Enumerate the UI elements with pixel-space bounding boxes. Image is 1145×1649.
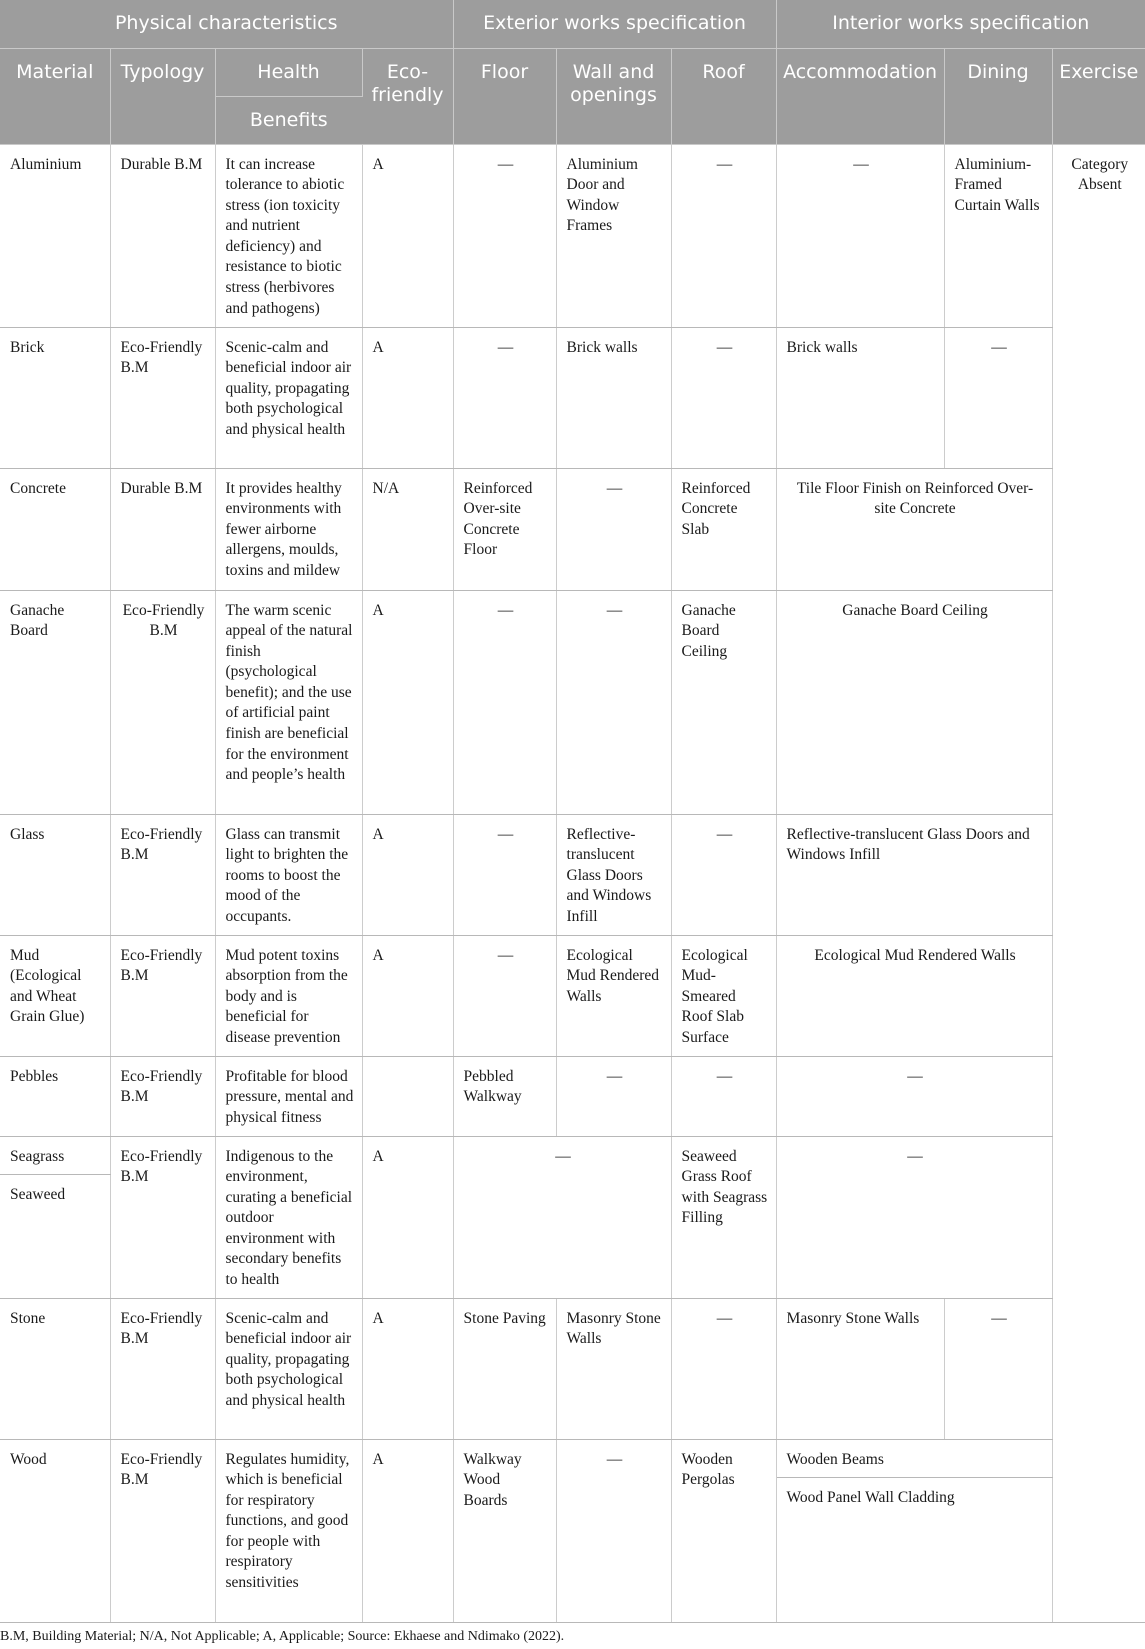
cell-material: Concrete [0, 468, 110, 590]
cell-dining: — [944, 327, 1052, 468]
cell-wall: Ecological Mud Rendered Walls [556, 935, 671, 1056]
cell-interior: Tile Floor Finish on Reinforced Over-site Concrete [776, 468, 1052, 590]
header-column-row [0, 48, 1145, 96]
cell-exercise-continued [1052, 1477, 1145, 1622]
cell-material: Seagrass [0, 1136, 110, 1174]
cell-interior: — [776, 1056, 1052, 1136]
cell-eco-friendly: A [362, 1136, 453, 1298]
cell-floor: — [453, 590, 556, 814]
header-exercise: Exercise [1052, 48, 1145, 144]
cell-floor: — [453, 814, 556, 935]
cell-roof: — [671, 327, 776, 468]
cell-wall: Aluminium Door and Window Frames [556, 144, 671, 327]
cell-typology: Eco-Friendly B.M [110, 814, 215, 935]
cell-accommodation: Masonry Stone Walls [776, 1298, 944, 1439]
cell-interior: Ecological Mud Rendered Walls [776, 935, 1052, 1056]
cell-eco-friendly: A [362, 1439, 453, 1622]
header-material: Material [0, 48, 110, 144]
cell-material: Pebbles [0, 1056, 110, 1136]
header-physical-characteristics: Physical characteristics [0, 0, 453, 48]
cell-typology: Eco-Friendly B.M [110, 935, 215, 1056]
cell-accommodation: Brick walls [776, 327, 944, 468]
header-typology: Typology [110, 48, 215, 144]
cell-roof: — [671, 1056, 776, 1136]
cell-benefits: Indigenous to the environment, curating a beneficial outdoor environment with secondary benefits to health [215, 1136, 362, 1298]
cell-floor: — [453, 144, 556, 327]
table-row-stone [0, 1298, 1145, 1439]
cell-interior-beams: Wooden Beams [776, 1439, 1052, 1477]
table-row-concrete [0, 468, 1145, 590]
cell-benefits: Scenic-calm and beneficial indoor air quality, propagating both psychological and physical health [215, 327, 362, 468]
cell-wall: — [556, 1056, 671, 1136]
header-accommodation: Accommodation [776, 48, 944, 144]
cell-wall: Reflective-translucent Glass Doors and Windows Infill [556, 814, 671, 935]
cell-roof: Ecological Mud-Smeared Roof Slab Surface [671, 935, 776, 1056]
cell-roof: Seaweed Grass Roof with Seagrass Filling [671, 1136, 776, 1298]
header-floor: Floor [453, 48, 556, 144]
header-group-row [0, 0, 1145, 48]
cell-dining: — [944, 1298, 1052, 1439]
table-row-mud [0, 935, 1145, 1056]
table-row-aluminium [0, 144, 1145, 327]
cell-typology: Durable B.M [110, 144, 215, 327]
cell-typology: Eco-Friendly B.M [110, 327, 215, 468]
cell-floor-and-wall: — [453, 1136, 671, 1298]
cell-eco-friendly: A [362, 1298, 453, 1439]
cell-dining: Aluminium-Framed Curtain Walls [944, 144, 1052, 327]
cell-typology: Eco-Friendly B.M [110, 1056, 215, 1136]
header-dining: Dining [944, 48, 1052, 144]
cell-accommodation: — [776, 144, 944, 327]
cell-floor: Reinforced Over-site Concrete Floor [453, 468, 556, 590]
cell-roof: Ganache Board Ceiling [671, 590, 776, 814]
cell-benefits: It provides healthy environments with fewer airborne allergens, moulds, toxins and mildew [215, 468, 362, 590]
cell-interior: Ganache Board Ceiling [776, 590, 1052, 814]
cell-wall: — [556, 468, 671, 590]
cell-material: Wood [0, 1439, 110, 1622]
cell-material: Ganache Board [0, 590, 110, 814]
header-exterior-works: Exterior works specification [453, 0, 776, 48]
cell-material: Glass [0, 814, 110, 935]
cell-benefits: It can increase tolerance to abiotic stress (ion toxicity and nutrient deficiency) and resistance to biotic stress (herbivores and pathogens) [215, 144, 362, 327]
table-row-seagrass [0, 1136, 1145, 1174]
cell-floor: Stone Paving [453, 1298, 556, 1439]
cell-exercise: Category Absent [1071, 155, 1129, 194]
table-row-brick [0, 327, 1145, 468]
cell-wall: — [556, 590, 671, 814]
cell-floor: — [453, 327, 556, 468]
cell-eco-friendly: A [362, 814, 453, 935]
cell-material: Seaweed [0, 1174, 110, 1298]
header-eco-friendly: Eco-friendly [362, 48, 453, 144]
cell-interior: — [776, 1136, 1052, 1298]
cell-benefits: Profitable for blood pressure, mental and physical fitness [215, 1056, 362, 1136]
cell-benefits: Scenic-calm and beneficial indoor air quality, propagating both psychological and physical health [215, 1298, 362, 1439]
cell-typology: Eco-Friendly B.M [110, 1439, 215, 1622]
cell-roof: — [671, 1298, 776, 1439]
cell-roof: — [671, 814, 776, 935]
cell-benefits: Mud potent toxins absorption from the body and is beneficial for disease prevention [215, 935, 362, 1056]
cell-material: Stone [0, 1298, 110, 1439]
cell-interior: Reflective-translucent Glass Doors and Windows Infill [776, 814, 1052, 935]
cell-eco-friendly [362, 1056, 453, 1136]
cell-roof: Wooden Pergolas [671, 1439, 776, 1622]
header-wall-and-openings: Wall and openings [556, 48, 671, 144]
cell-floor: — [453, 935, 556, 1056]
header-roof: Roof [671, 48, 776, 144]
cell-wall: — [556, 1439, 671, 1622]
header-benefits: Benefits [215, 96, 362, 144]
table-row-ganache-board [0, 590, 1145, 814]
cell-typology: Eco-Friendly B.M [110, 590, 215, 814]
table-row-glass [0, 814, 1145, 935]
cell-exercise-continued [1052, 1439, 1145, 1477]
cell-eco-friendly: N/A [362, 468, 453, 590]
cell-typology: Eco-Friendly B.M [110, 1136, 215, 1298]
cell-eco-friendly: A [362, 935, 453, 1056]
cell-wall: Brick walls [556, 327, 671, 468]
cell-benefits: Regulates humidity, which is beneficial for respiratory functions, and good for people with respiratory sensitivities [215, 1439, 362, 1622]
table-row-wood [0, 1439, 1145, 1477]
cell-material: Aluminium [0, 144, 110, 327]
cell-floor: Walkway Wood Boards [453, 1439, 556, 1622]
cell-floor: Pebbled Walkway [453, 1056, 556, 1136]
cell-eco-friendly: A [362, 144, 453, 327]
cell-roof: Reinforced Concrete Slab [671, 468, 776, 590]
cell-typology: Eco-Friendly B.M [110, 1298, 215, 1439]
cell-eco-friendly: A [362, 590, 453, 814]
cell-benefits: The warm scenic appeal of the natural finish (psychological benefit); and the use of artificial paint finish are beneficial for the environment and people’s health [215, 590, 362, 814]
table-footnote: B.M, Building Material; N/A, Not Applicable; A, Applicable; Source: Ekhaese and Ndimako (2022). [0, 1629, 565, 1644]
cell-interior-cladding: Wood Panel Wall Cladding [776, 1477, 1052, 1622]
cell-roof: — [671, 144, 776, 327]
header-health: Health [215, 48, 362, 96]
header-interior-works: Interior works specification [776, 0, 1145, 48]
cell-material: Mud (Ecological and Wheat Grain Glue) [0, 935, 110, 1056]
cell-eco-friendly: A [362, 327, 453, 468]
cell-benefits: Glass can transmit light to brighten the rooms to boost the mood of the occupants. [215, 814, 362, 935]
cell-typology: Durable B.M [110, 468, 215, 590]
table-row-pebbles [0, 1056, 1145, 1136]
cell-material: Brick [0, 327, 110, 468]
cell-wall: Masonry Stone Walls [556, 1298, 671, 1439]
